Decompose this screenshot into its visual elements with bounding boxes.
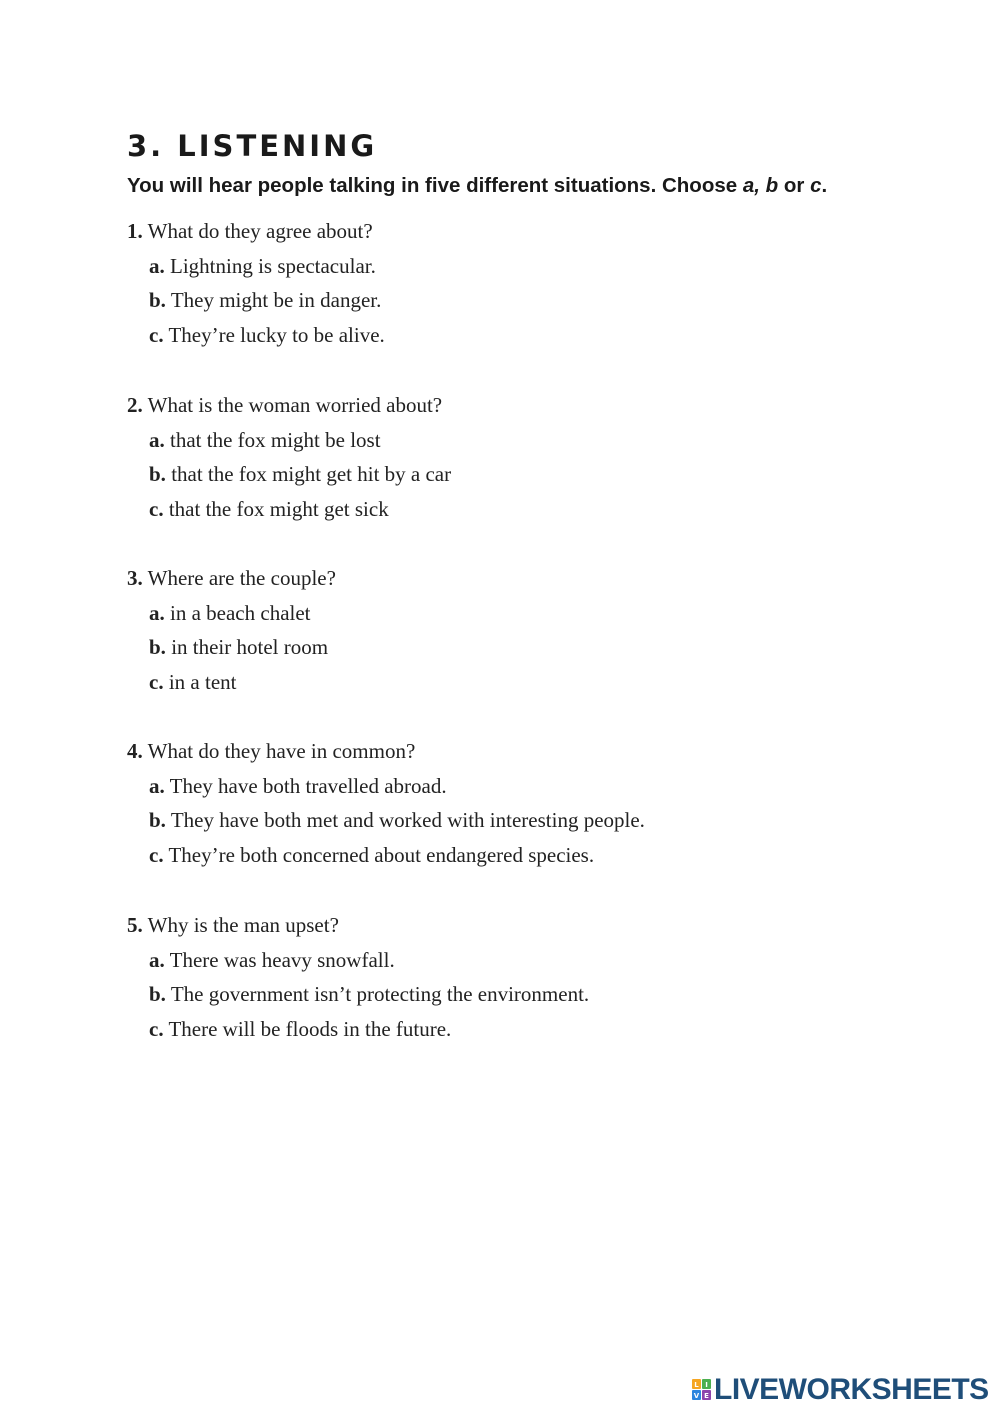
section-title: 3. LISTENING	[127, 129, 378, 163]
option-text: in a beach chalet	[170, 600, 311, 625]
option-text: that the fox might get hit by a car	[171, 462, 452, 487]
option-text: They might be in danger.	[170, 288, 382, 313]
question-text: Why is the man upset?	[147, 913, 339, 937]
question-text: Where are the couple?	[147, 566, 336, 590]
option-a[interactable]	[127, 943, 589, 978]
option-letter: c.	[149, 1017, 164, 1042]
option-text: Lightning is spectacular.	[170, 253, 376, 278]
instructions	[127, 173, 827, 199]
question-number: 4.	[127, 739, 143, 763]
option-letter: c.	[149, 843, 164, 868]
option-b[interactable]	[127, 977, 589, 1012]
option-text: There will be floods in the future.	[168, 1017, 452, 1042]
svg-text:E: E	[704, 1392, 709, 1400]
svg-text:V: V	[693, 1392, 700, 1400]
option-b[interactable]	[127, 283, 385, 318]
option-letter: b.	[149, 288, 166, 313]
option-text: in their hotel room	[171, 635, 329, 660]
option-c[interactable]	[127, 665, 336, 700]
option-text: The government isn’t protecting the environment.	[170, 982, 590, 1007]
option-letter: a.	[149, 427, 165, 452]
question-text: What do they agree about?	[147, 219, 373, 243]
instructions-or: or	[778, 174, 811, 197]
option-text: that the fox might get sick	[168, 497, 389, 522]
option-text: They have both met and worked with interesting people.	[170, 808, 645, 833]
instructions-option-c: c	[810, 174, 822, 197]
question-1	[127, 214, 385, 353]
question-5	[127, 908, 589, 1047]
option-text: They’re lucky to be alive.	[168, 323, 385, 348]
question-prompt	[127, 734, 645, 769]
question-4	[127, 734, 645, 873]
question-prompt	[127, 561, 336, 596]
question-text: What is the woman worried about?	[147, 393, 443, 417]
instructions-text: You will hear people talking in five different situations. Choose	[127, 174, 743, 197]
question-number: 1.	[127, 219, 143, 243]
question-number: 2.	[127, 393, 143, 417]
option-b[interactable]	[127, 630, 336, 665]
option-c[interactable]	[127, 1012, 589, 1047]
option-b[interactable]	[127, 457, 451, 492]
option-letter: b.	[149, 808, 166, 833]
question-prompt	[127, 214, 385, 249]
instructions-period: .	[821, 174, 828, 197]
option-letter: c.	[149, 497, 164, 522]
liveworksheets-logo-icon	[692, 1379, 712, 1401]
question-3	[127, 561, 336, 700]
option-a[interactable]	[127, 249, 385, 284]
option-letter: c.	[149, 670, 164, 695]
option-text: that the fox might be lost	[170, 427, 381, 452]
option-letter: b.	[149, 635, 166, 660]
option-letter: a.	[149, 600, 165, 625]
option-letter: c.	[149, 323, 164, 348]
option-c[interactable]	[127, 838, 645, 873]
instructions-option-b: b	[765, 174, 779, 197]
option-letter: b.	[149, 982, 166, 1007]
logo-text: LIVEWORKSHEETS	[714, 1373, 989, 1406]
option-b[interactable]	[127, 803, 645, 838]
question-text: What do they have in common?	[147, 739, 416, 763]
question-number: 5.	[127, 913, 143, 937]
option-c[interactable]	[127, 492, 451, 527]
instructions-option-a: a,	[742, 174, 760, 197]
option-text: There was heavy snowfall.	[169, 947, 395, 972]
option-text: They have both travelled abroad.	[169, 773, 447, 798]
question-2	[127, 388, 451, 527]
svg-text:L: L	[694, 1381, 699, 1389]
svg-text:I: I	[705, 1381, 708, 1389]
option-a[interactable]	[127, 596, 336, 631]
option-a[interactable]	[127, 769, 645, 804]
option-a[interactable]	[127, 423, 451, 458]
option-letter: b.	[149, 462, 166, 487]
option-letter: a.	[149, 253, 165, 278]
option-text: They’re both concerned about endangered species.	[168, 843, 595, 868]
liveworksheets-logo	[692, 1375, 989, 1405]
question-prompt	[127, 388, 451, 423]
option-letter: a.	[149, 773, 165, 798]
option-c[interactable]	[127, 318, 385, 353]
option-letter: a.	[149, 947, 165, 972]
question-prompt	[127, 908, 589, 943]
question-number: 3.	[127, 566, 143, 590]
option-text: in a tent	[168, 670, 237, 695]
